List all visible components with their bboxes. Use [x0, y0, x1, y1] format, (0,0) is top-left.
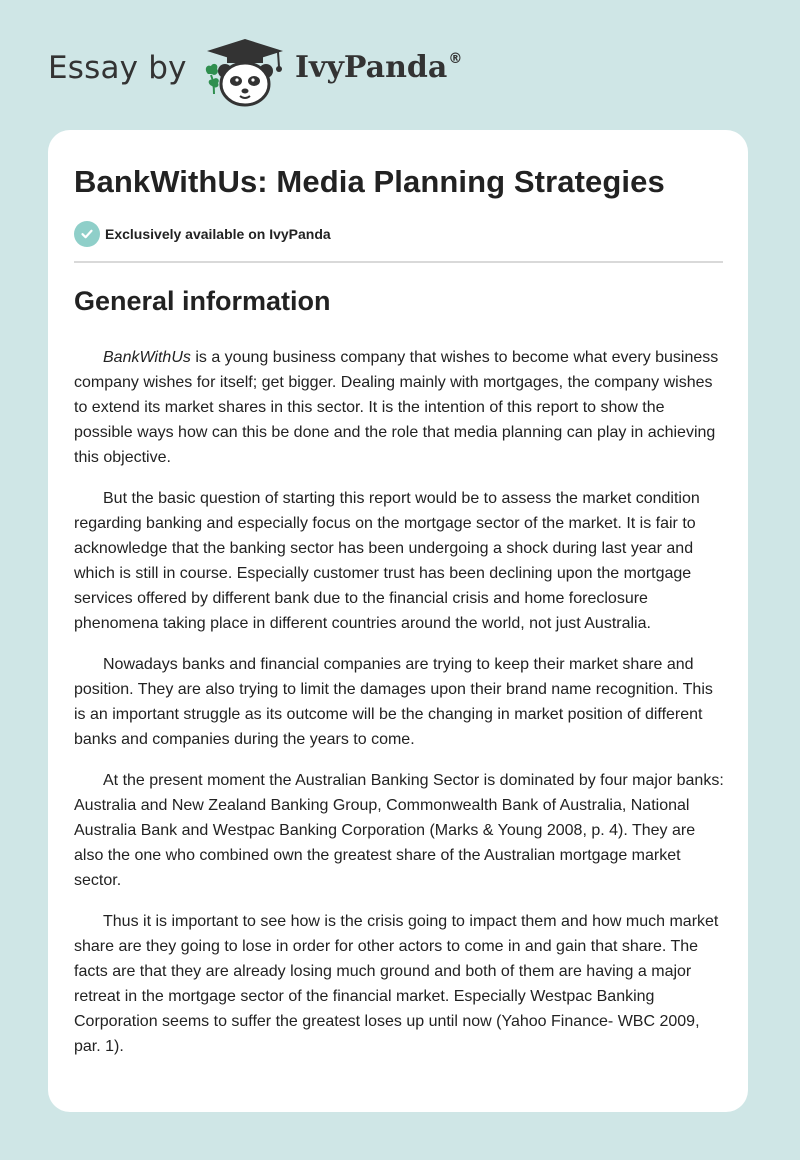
divider [74, 261, 723, 263]
paragraph: Nowadays banks and financial companies are trying to keep their market share and position. They are also trying to limit the damages upon their brand name recognition. This is an important struggle as its outcome will be the changing in market position of different banks and companies during the years to come. [74, 656, 713, 748]
essay-by-label: Essay by [48, 50, 187, 86]
essay-card [48, 130, 748, 1112]
exclusive-label: Exclusively available on IvyPanda [105, 226, 331, 242]
company-name-italic: BankWithUs [103, 349, 191, 366]
exclusive-badge [74, 221, 331, 247]
essay-body [74, 345, 726, 1059]
section-heading: General information [74, 286, 331, 316]
essay-title: BankWithUs: Media Planning Strategies [74, 164, 665, 199]
paragraph: But the basic question of starting this report would be to assess the market condition regarding banking and especially focus on the mortgage sector of the market. It is fair to acknowledge that the banking sector has been undergoing a shock during last year and which is still in course. Especially customer trust has been declining upon the mortgage services offered by different bank due to the financial crisis and home foreclosure phenomena taking place in different countries around the world, not just Australia. [74, 490, 700, 632]
brand-text: IvyPanda [295, 50, 448, 85]
brand-name[interactable] [295, 50, 462, 85]
paragraph-text: is a young business company that wishes to become what every business company wishes for itself; get bigger. Dealing mainly with mortgages, the company wishes to extend its market shares in this sector. It is the intention of this report to show the possible ways how can this be done and the role that media planning can play in achieving this objective. [74, 349, 719, 466]
site-header [0, 0, 800, 130]
registered-mark: ® [448, 51, 463, 67]
panda-graduate-logo-icon[interactable] [200, 36, 290, 108]
check-circle-icon [74, 221, 100, 247]
paragraph: Thus it is important to see how is the crisis going to impact them and how much market share are they going to lose in order for other actors to come in and gain that share. The facts are that they are already losing much ground and both of them are having a major retreat in the mortgage sector of the financial market. Especially Westpac Banking Corporation seems to suffer the greatest loses up until now (Yahoo Finance- WBC 2009, par. 1). [74, 913, 719, 1055]
paragraph: At the present moment the Australian Banking Sector is dominated by four major banks: Australia and New Zealand Banking Group, Commonwealth Bank of Australia, National Australia Bank and Westpac Banking Corporation (Marks & Young 2008, p. 4). They are also the one who combined own the greatest share of the Australian mortgage market sector. [74, 772, 724, 889]
paragraph [74, 345, 726, 470]
